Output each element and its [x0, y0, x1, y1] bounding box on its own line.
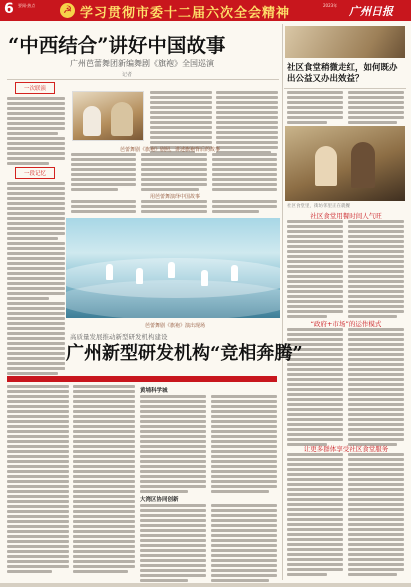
lower-lead — [9, 362, 65, 372]
right-body-col-8 — [348, 453, 404, 578]
main-headline: “中西结合”讲好中国故事 — [8, 34, 226, 57]
newspaper-logo: 广州日报 — [349, 5, 393, 18]
lower-red-bar — [7, 376, 277, 382]
photo-caption-b: 用芭蕾舞演绎中国故事 — [149, 194, 200, 200]
banner-title: 学习贯彻市委十二届六次全会精神 — [80, 6, 291, 21]
page-number: 6 — [4, 1, 14, 17]
section-meta: 要闻·热点 — [18, 3, 36, 8]
right-body-col-6 — [348, 328, 404, 448]
photo-caption-a: 芭蕾舞剧《旗袍》剧照，讲述旗袍背后的故事 — [119, 147, 220, 153]
lower-col-1 — [7, 385, 69, 575]
lower-col-3 — [140, 395, 206, 495]
lower-upper-title: 高质量发展推动新型研发机构建设 — [70, 333, 168, 341]
community-photo-top — [285, 26, 405, 58]
community-canteen-photo — [285, 126, 405, 201]
right-body-col-1 — [287, 91, 343, 126]
lower-col-5 — [140, 504, 206, 584]
issue-date: 2023年 — [323, 3, 338, 8]
photo-caption-c: 芭蕾舞剧《旗袍》演出现场 — [144, 323, 205, 329]
right-body-col-2 — [348, 91, 404, 126]
tag-label-2: 一段记忆 — [15, 167, 55, 179]
divider — [284, 88, 406, 89]
lower-col-6 — [211, 504, 277, 584]
tag-label-1: 一次联演 — [15, 82, 55, 94]
right-subheading-3: 让更多群体享受社区食堂服务 — [303, 445, 389, 453]
lower-col-2 — [73, 385, 135, 575]
right-body-col-3 — [287, 220, 343, 320]
ballet-photo-1 — [72, 91, 144, 141]
ballet-stage-photo — [66, 218, 280, 318]
column-divider — [282, 24, 283, 580]
page-footer — [0, 583, 411, 587]
right-body-col-4 — [348, 220, 404, 320]
right-body-col-7 — [287, 453, 343, 578]
right-subheading-1: 社区食堂用餐时间人气旺 — [310, 212, 382, 220]
lower-col-4 — [211, 395, 277, 495]
lower-section-1: 黄埔科学城 — [140, 388, 168, 394]
right-photo-caption: 社区食堂里，街坊邻里正在就餐 — [287, 204, 350, 209]
lower-headline: 广州新型研发机构“竞相奔腾” — [66, 343, 303, 364]
lower-section-2: 大湾区协同创新 — [140, 497, 179, 503]
right-subheading-2: “政府+市场”的运作模式 — [310, 320, 382, 328]
party-emblem-icon: ☭ — [60, 3, 75, 18]
main-byline: 记者 — [122, 72, 133, 78]
main-subhead: 广州芭蕾舞团新编舞剧《旗袍》全国巡演 — [70, 59, 214, 68]
body-columns-lower — [71, 200, 277, 215]
left-column — [7, 80, 65, 377]
body-columns-middle — [71, 153, 277, 193]
right-headline: 社区食堂稍微走红，如何既办出公益又办出效益？ — [287, 63, 398, 84]
page-header — [0, 0, 411, 21]
